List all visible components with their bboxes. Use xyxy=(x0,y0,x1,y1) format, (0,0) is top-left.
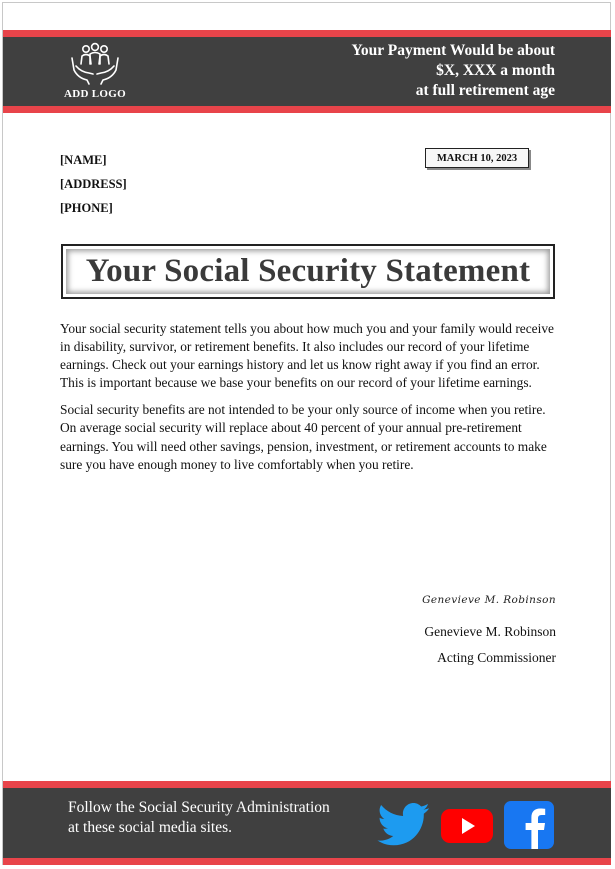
logo-placeholder[interactable] xyxy=(57,42,133,104)
signer-name: Genevieve M. Robinson xyxy=(424,624,556,639)
signature-script: Genevieve M. Robinson xyxy=(422,594,556,606)
headline-line-3: at full retirement age xyxy=(415,82,555,99)
footer-message xyxy=(68,798,330,838)
body-paragraph-2: Social security benefits are not intended to be your only source of income when you retire. On average social security will replace about 40 percent of your annual pre-retirement earnings. You will need other savings, pension, investment, or retirement accounts to make sure you have enough money to live comfortably when you retire. xyxy=(60,402,547,472)
header-red-stripe-bottom xyxy=(3,106,611,113)
facebook-icon[interactable] xyxy=(503,800,555,850)
header-band xyxy=(3,30,611,113)
statement-body xyxy=(60,320,560,483)
recipient-phone[interactable]: [PHONE] xyxy=(60,201,113,215)
title-box xyxy=(61,244,555,299)
headline-line-1: Your Payment Would be about xyxy=(351,42,555,59)
family-hands-icon xyxy=(69,42,121,86)
recipient-block xyxy=(60,151,127,223)
footer-line-2: at these social media sites. xyxy=(68,819,232,836)
page-title: Your Social Security Statement xyxy=(85,253,531,289)
recipient-name[interactable]: [NAME] xyxy=(60,153,107,167)
footer-band xyxy=(3,781,611,865)
logo-label: ADD LOGO xyxy=(64,88,126,100)
twitter-icon[interactable] xyxy=(377,803,431,847)
payment-headline xyxy=(351,41,555,101)
date-box[interactable]: MARCH 10, 2023 xyxy=(425,148,529,168)
signer-title: Acting Commissioner xyxy=(437,650,556,665)
recipient-address[interactable]: [ADDRESS] xyxy=(60,177,127,191)
body-paragraph-1: Your social security statement tells you about how much you and your family would receive in disability, survivor, or retirement benefits. It also includes our record of your lifetime earnings. Check out your earnings history and let us know right away if you find an error. This is important because we base your benefits on our record of your lifetime earnings. xyxy=(60,321,554,391)
youtube-icon[interactable] xyxy=(440,808,494,844)
header-red-stripe-top xyxy=(3,30,611,37)
footer-red-stripe-bottom xyxy=(3,858,611,865)
headline-line-2: $X, XXX a month xyxy=(436,62,555,79)
footer-line-1: Follow the Social Security Administration xyxy=(68,799,330,816)
title-inner-frame xyxy=(66,249,550,294)
footer-red-stripe-top xyxy=(3,781,611,788)
